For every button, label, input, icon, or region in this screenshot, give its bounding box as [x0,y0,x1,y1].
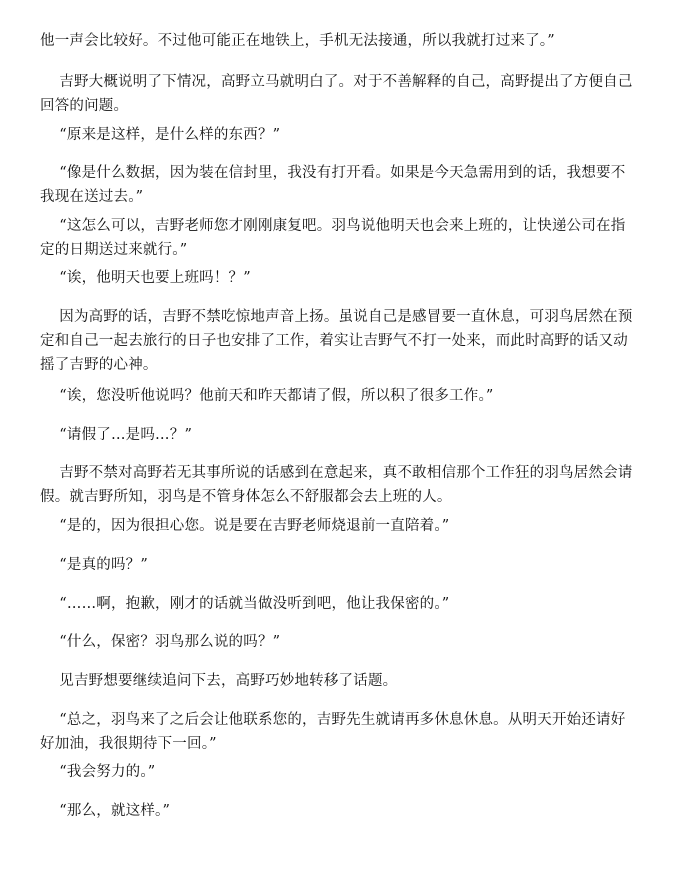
paragraph-15: 见吉野想要继续追问下去，高野巧妙地转移了话题。 [40,673,398,689]
paragraph-9: “请假了…是吗…？” [40,427,193,443]
paragraph-10: 吉野不禁对高野若无其事所说的话感到在意起来，真不敢相信那个工作狂的羽鸟居然会请假。就吉野所知，羽鸟是不管身体怎么不舒服都会去上班的人。 [40,465,633,505]
paragraph-16: “总之，羽鸟来了之后会让他联系您的，吉野先生就请再多休息休息。从明天开始还请好好加油，我很期待下一回。” [40,712,626,752]
paragraph-7: 因为高野的话，吉野不禁吃惊地声音上扬。虽说自己是感冒要一直休息，可羽鸟居然在预定和自己一起去旅行的日子也安排了工作，着实让吉野气不打一处来，而此时高野的话又动摇了吉野的心神。 [40,309,633,373]
paragraph-3: “原来是这样，是什么样的东西？” [40,127,281,143]
paragraph-2: 吉野大概说明了下情况，高野立马就明白了。对于不善解释的自己，高野提出了方便自己回答的问题。 [40,74,633,114]
paragraph-17: “我会努力的。” [40,764,156,780]
paragraph-8: “诶，您没听他说吗？他前天和昨天都请了假，所以积了很多工作。” [40,388,494,404]
paragraph-6: “诶，他明天也要上班吗！？” [40,270,251,286]
paragraph-18: “那么，就这样。” [40,803,171,819]
paragraph-4: “像是什么数据，因为装在信封里，我没有打开看。如果是今天急需用到的话，我想要不我现在送过去。” [40,165,626,205]
paragraph-12: “是真的吗？” [40,557,148,573]
paragraph-14: “什么，保密？羽鸟那么说的吗？” [40,634,281,650]
paragraph-13: “……啊，抱歉，刚才的话就当做没听到吧，他让我保密的。” [40,596,450,612]
paragraph-1: 他一声会比较好。不过他可能正在地铁上，手机无法接通，所以我就打过来了。” [40,33,555,49]
paragraph-5: “这怎么可以，吉野老师您才刚刚康复吧。羽鸟说他明天也会来上班的，让快递公司在指定的日期送过来就行。” [40,218,626,258]
paragraph-11: “是的，因为很担心您。说是要在吉野老师烧退前一直陪着。” [40,518,450,534]
